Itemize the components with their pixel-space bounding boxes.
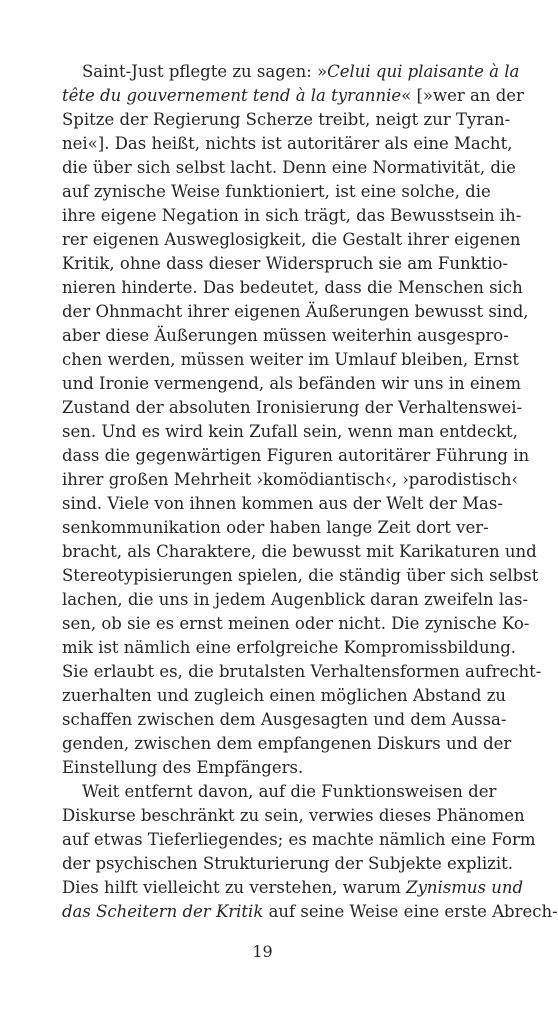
- text-segment: schaffen zwischen dem Ausgesagten und dem Aussa-: [62, 710, 507, 729]
- text-line: [62, 324, 509, 348]
- text-line: [62, 396, 523, 420]
- text-segment: sen. Und es wird kein Zufall sein, wenn man entdeckt,: [62, 422, 518, 441]
- text-segment: sind. Viele von ihnen kommen aus der Welt der Mas-: [62, 494, 503, 513]
- text-line: [62, 444, 530, 468]
- text-line: [62, 300, 529, 324]
- italic-text: Zynismus und: [406, 878, 524, 897]
- text-line: [62, 252, 509, 276]
- text-line: [62, 468, 519, 492]
- text-segment: Sie erlaubt es, die brutalsten Verhaltensformen aufrecht-: [62, 662, 542, 681]
- text-segment: nieren hinderte. Das bedeutet, dass die Menschen sich: [62, 278, 523, 297]
- text-segment: sen, ob sie es ernst meinen oder nicht. Die zynische Ko-: [62, 614, 530, 633]
- text-line: [62, 660, 542, 684]
- text-line: [62, 180, 491, 204]
- text-segment: bracht, als Charaktere, die bewusst mit Karikaturen und: [62, 542, 537, 561]
- text-segment: zuerhalten und zugleich einen möglichen Abstand zu: [62, 686, 507, 705]
- text-line: [62, 708, 507, 732]
- text-line: [62, 156, 516, 180]
- text-line: [62, 84, 524, 108]
- text-segment: Diskurse beschränkt zu sein, verwies dieses Phänomen: [62, 806, 525, 825]
- text-segment: auf zynische Weise funktioniert, ist eine solche, die: [62, 182, 491, 201]
- text-segment: Dies hilft vielleicht zu verstehen, warum: [62, 878, 407, 897]
- text-segment: Weit entfernt davon, auf die Funktionsweisen der: [82, 782, 497, 801]
- text-line: [62, 564, 539, 588]
- text-segment: « [»wer an der: [401, 86, 524, 105]
- text-segment: auf seine Weise eine erste Abrech-: [263, 902, 558, 921]
- text-line: [62, 132, 513, 156]
- italic-text: tête du gouvernement tend à la tyrannie: [62, 86, 402, 105]
- text-line: [62, 684, 507, 708]
- text-line: [62, 876, 524, 900]
- text-segment: Spitze der Regierung Scherze treibt, neigt zur Tyran-: [62, 110, 511, 129]
- text-segment: der psychischen Strukturierung der Subjekte explizit.: [62, 854, 514, 873]
- text-segment: Stereotypisierungen spielen, die ständig über sich selbst: [62, 566, 539, 585]
- text-line: [62, 756, 472, 780]
- text-segment: nei«]. Das heißt, nichts ist autoritärer als eine Macht,: [62, 134, 513, 153]
- page-number: 19: [252, 942, 273, 961]
- text-line: [62, 420, 518, 444]
- text-segment: aber diese Äußerungen müssen weiterhin ausgespro-: [62, 326, 509, 345]
- text-line: [62, 540, 537, 564]
- text-segment: die über sich selbst lacht. Denn eine Normativität, die: [62, 158, 516, 177]
- text-line: [62, 636, 517, 660]
- text-line: [62, 516, 489, 540]
- text-line: [62, 852, 514, 876]
- text-line: [62, 204, 522, 228]
- text-line: [62, 228, 521, 252]
- text-line: [62, 372, 521, 396]
- text-segment: Einstellung des Empfängers.: [62, 758, 304, 777]
- italic-text: Celui qui plaisante à la: [327, 62, 520, 81]
- page-body: [62, 60, 558, 924]
- text-segment: lachen, die uns in jedem Augenblick daran zweifeln las-: [62, 590, 529, 609]
- text-line: [62, 108, 511, 132]
- text-line: [62, 60, 520, 84]
- text-segment: Saint-Just pflegte zu sagen: »: [82, 62, 328, 81]
- text-segment: mik ist nämlich eine erfolgreiche Kompromissbildung.: [62, 638, 517, 657]
- text-line: [62, 492, 503, 516]
- text-line: [62, 348, 520, 372]
- text-segment: und Ironie vermengend, als befänden wir uns in einem: [62, 374, 521, 393]
- text-line: [62, 612, 530, 636]
- text-line: [62, 780, 497, 804]
- text-segment: Kritik, ohne dass dieser Widerspruch sie am Funktio-: [62, 254, 509, 273]
- text-segment: ihre eigene Negation in sich trägt, das Bewusstsein ih-: [62, 206, 522, 225]
- text-segment: genden, zwischen dem empfangenen Diskurs und der: [62, 734, 512, 753]
- text-segment: auf etwas Tieferliegendes; es machte nämlich eine Form: [62, 830, 536, 849]
- text-line: [62, 588, 529, 612]
- text-segment: rer eigenen Ausweglosigkeit, die Gestalt ihrer eigenen: [62, 230, 521, 249]
- text-line: [62, 804, 525, 828]
- text-line: [62, 732, 512, 756]
- text-segment: chen werden, müssen weiter im Umlauf bleiben, Ernst: [62, 350, 520, 369]
- italic-text: das Scheitern der Kritik: [62, 902, 264, 921]
- text-segment: senkommunikation oder haben lange Zeit dort ver-: [62, 518, 489, 537]
- text-line: [62, 276, 523, 300]
- text-segment: ihrer großen Mehrheit ›komödiantisch‹, ›parodistisch‹: [62, 470, 519, 489]
- text-line: [62, 900, 558, 924]
- text-segment: der Ohnmacht ihrer eigenen Äußerungen bewusst sind,: [62, 302, 529, 321]
- text-segment: Zustand der absoluten Ironisierung der Verhaltenswei-: [62, 398, 523, 417]
- text-line: [62, 828, 536, 852]
- text-segment: dass die gegenwärtigen Figuren autoritärer Führung in: [62, 446, 530, 465]
